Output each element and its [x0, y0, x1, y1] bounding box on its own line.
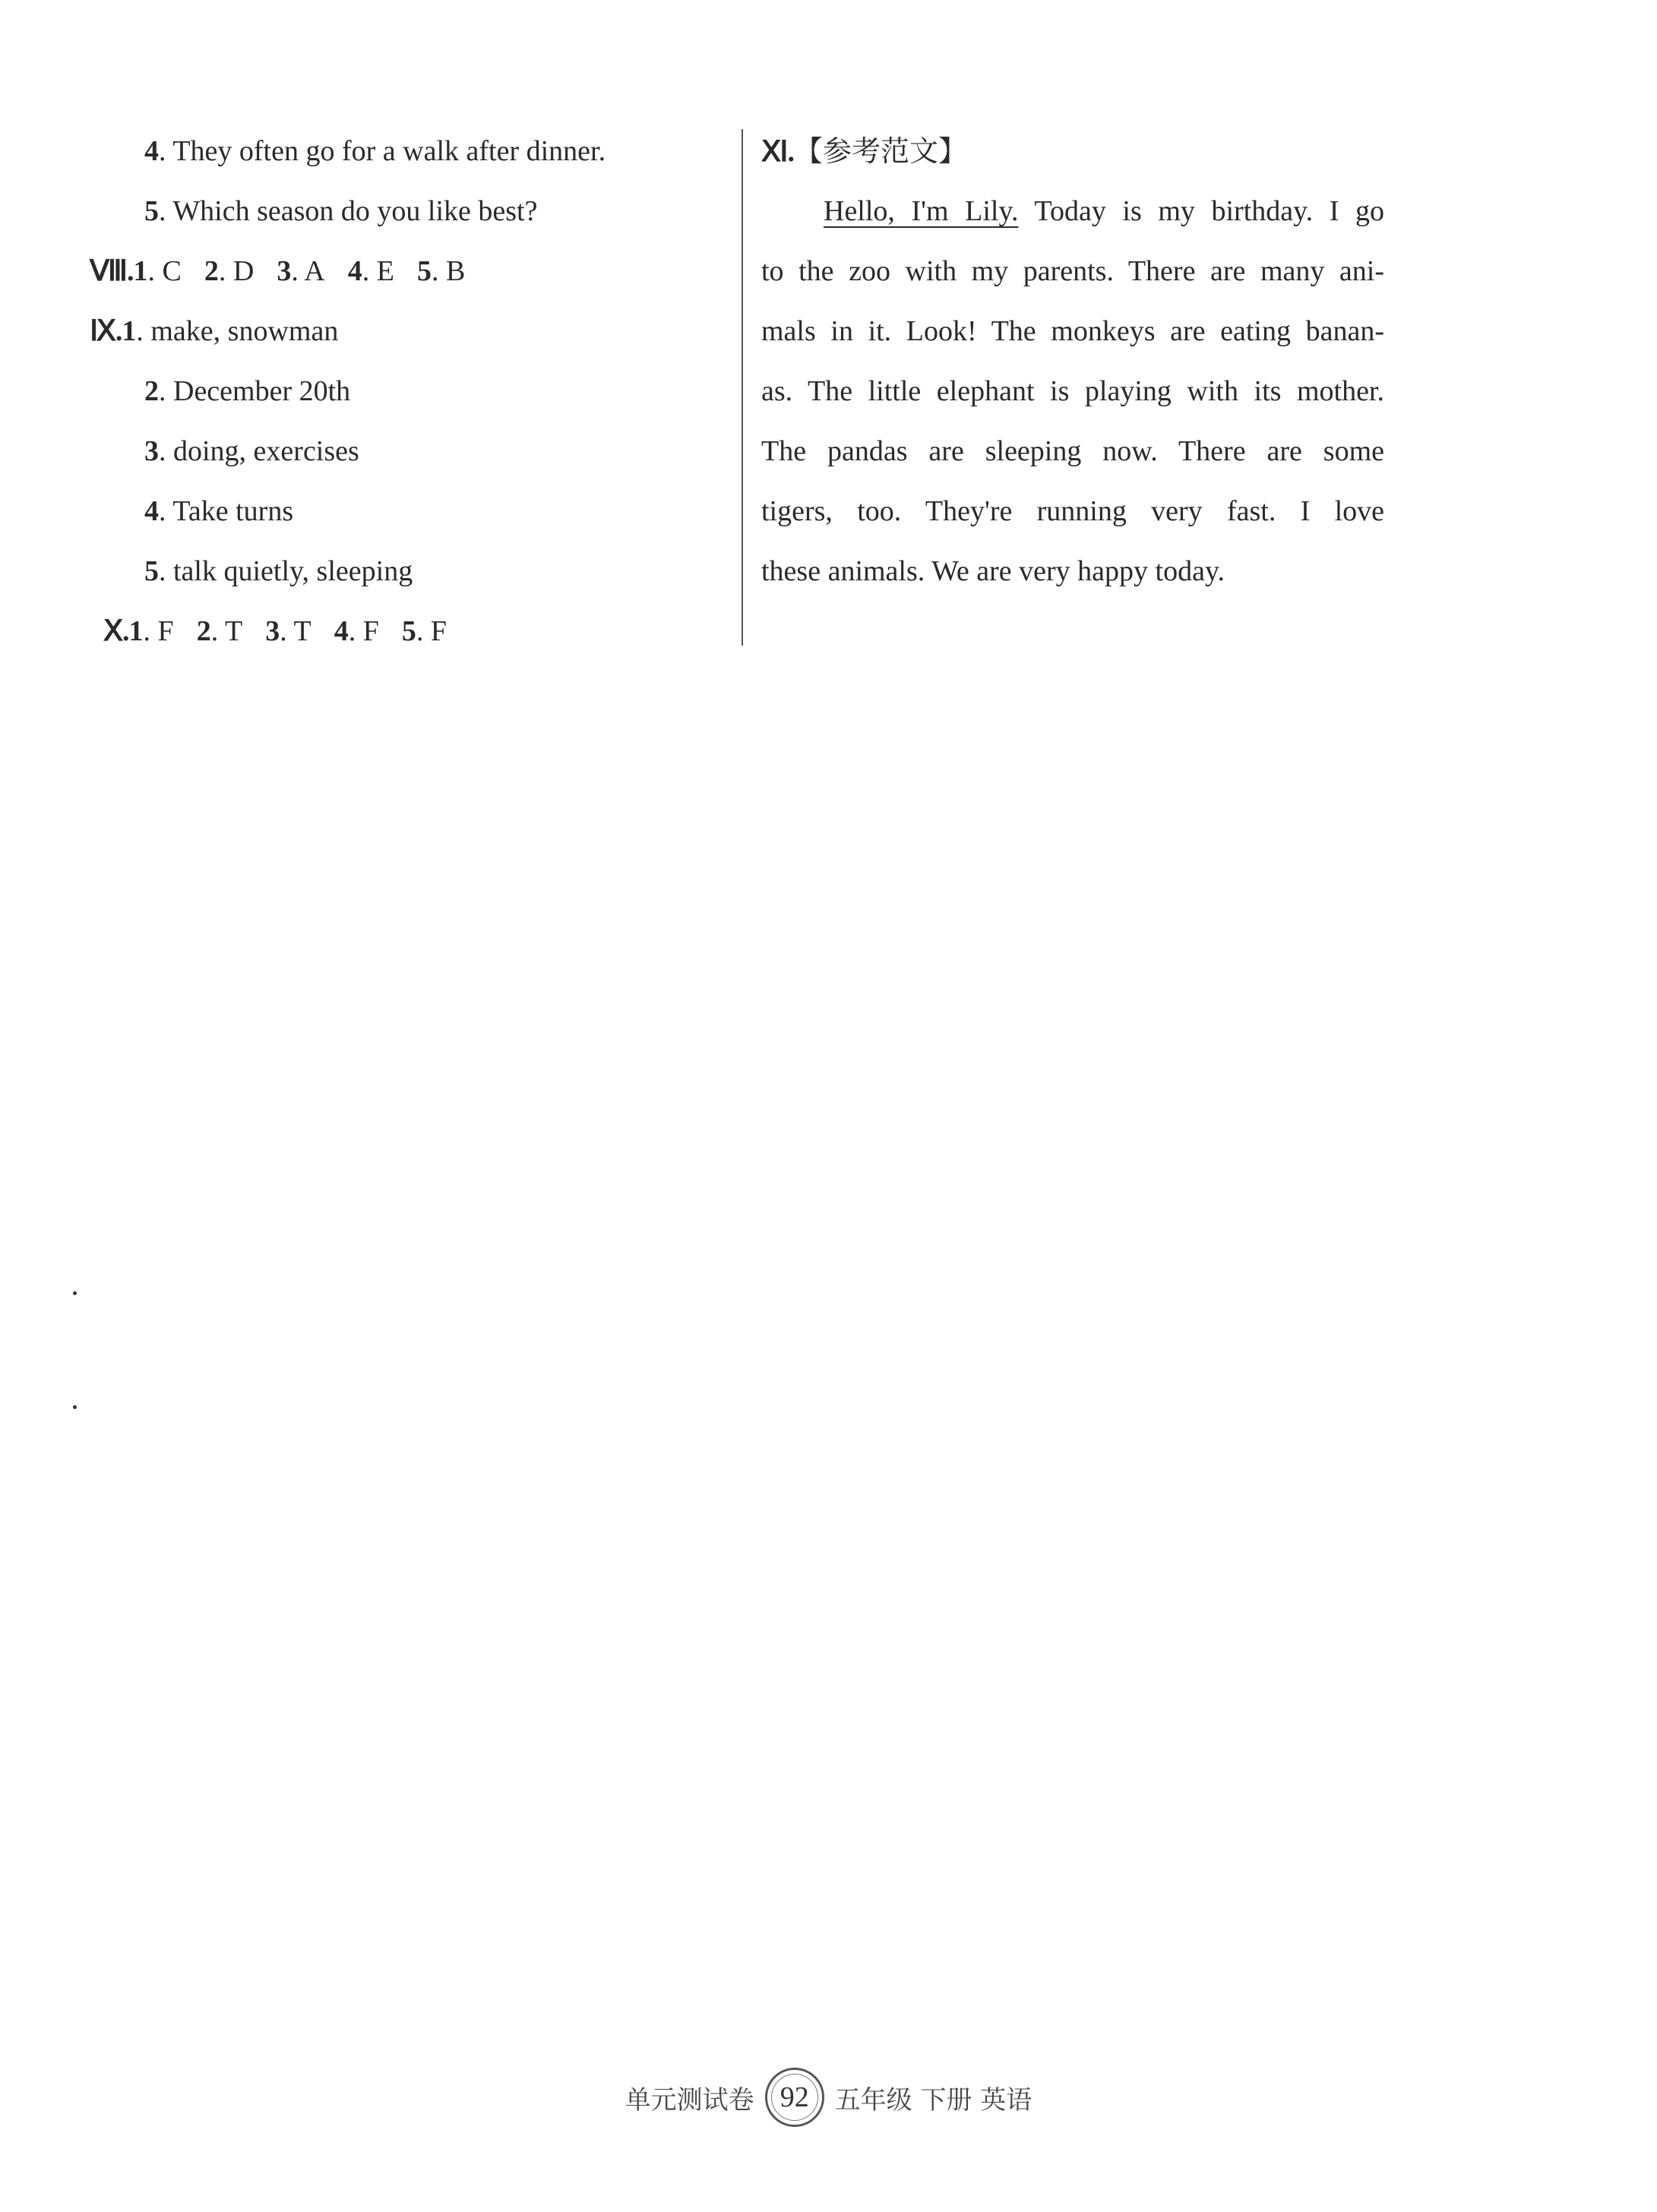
item-text: . talk quietly, sleeping: [159, 555, 413, 587]
item-number: 4: [347, 255, 362, 287]
answer-line-5: [90, 182, 713, 242]
sample-essay-heading: 【参考范文】: [793, 134, 967, 168]
item-number: 5: [144, 555, 159, 587]
right-column: [761, 122, 1384, 602]
section-9-answer: [90, 542, 713, 602]
section-8-label: Ⅷ: [90, 255, 128, 287]
item-text: . They often go for a walk after dinner.: [159, 135, 606, 167]
item-answer: . A: [291, 255, 325, 287]
essay-text: Today is my birthday. I go: [1018, 195, 1384, 227]
item-number: 4: [144, 495, 159, 527]
scan-speck: [73, 1291, 77, 1295]
section-10-label: Ⅹ: [103, 615, 123, 647]
section-9-answer: [90, 482, 713, 542]
item-answer: . F: [416, 615, 447, 647]
item-answer: . F: [348, 615, 379, 647]
section-9-label: Ⅸ: [90, 315, 115, 347]
item-text: . Take turns: [159, 495, 294, 527]
item-number: 3: [265, 615, 280, 647]
page-number-badge: [765, 2068, 824, 2127]
item-number: 1: [122, 315, 137, 347]
section-8-answers: Ⅷ.1. C 2. D 3. A 4. E 5. B: [90, 255, 466, 287]
page-number: 92: [779, 2081, 809, 2113]
section-9-answer: [90, 422, 713, 482]
section-11-heading: Ⅺ.【参考范文】: [761, 134, 967, 168]
item-number: 2: [204, 255, 219, 287]
section-11-label: Ⅺ: [761, 136, 788, 168]
essay-line-last: these animals. We are very happy today.: [761, 555, 1225, 587]
section-9-answer: [90, 362, 713, 422]
page-footer: [0, 2068, 1657, 2127]
item-number: 2: [196, 615, 211, 647]
item-number: 3: [277, 255, 292, 287]
item-number: 4: [144, 135, 159, 167]
item-text: . December 20th: [159, 375, 351, 407]
item-number: 1: [128, 615, 144, 647]
column-divider: [742, 129, 743, 646]
item-answer: . B: [431, 255, 466, 287]
essay-line: to the zoo with my parents. There are many ani-: [761, 255, 1384, 287]
item-answer: . T: [280, 615, 311, 647]
item-answer: . D: [218, 255, 255, 287]
essay-line-1: [761, 182, 1384, 242]
item-number: 1: [133, 255, 148, 287]
essay-line: The pandas are sleeping now. There are some: [761, 435, 1384, 467]
item-text: . doing, exercises: [159, 435, 359, 467]
left-column: [90, 122, 713, 662]
essay-underlined-opening: Hello, I'm Lily.: [824, 195, 1019, 227]
answer-line-4: [90, 122, 713, 182]
item-number: 2: [144, 375, 159, 407]
item-number: 5: [144, 195, 159, 227]
essay-line: mals in it. Look! The monkeys are eating banan-: [761, 315, 1384, 347]
section-9-first-answer: Ⅸ.1. make, snowman: [90, 315, 339, 347]
item-number: 4: [334, 615, 349, 647]
item-answer: . C: [147, 255, 182, 287]
footer-book-title: 单元测试卷: [625, 2084, 754, 2116]
section-10-answers: Ⅹ.1. F 2. T 3. T 4. F 5. F: [103, 615, 447, 647]
item-number: 5: [416, 255, 432, 287]
item-answer: . F: [143, 615, 174, 647]
item-text: . Which season do you like best?: [159, 195, 538, 227]
scan-speck: [73, 1405, 77, 1409]
item-text: . make, snowman: [136, 315, 339, 347]
essay-line: tigers, too. They're running very fast. I love: [761, 495, 1384, 527]
footer-grade-subject: 五年级 下册 英语: [834, 2084, 1032, 2116]
item-answer: . E: [362, 255, 394, 287]
essay-line: as. The little elephant is playing with its mother.: [761, 375, 1384, 407]
item-answer: . T: [210, 615, 243, 647]
item-number: 3: [144, 435, 159, 467]
item-number: 5: [401, 615, 416, 647]
